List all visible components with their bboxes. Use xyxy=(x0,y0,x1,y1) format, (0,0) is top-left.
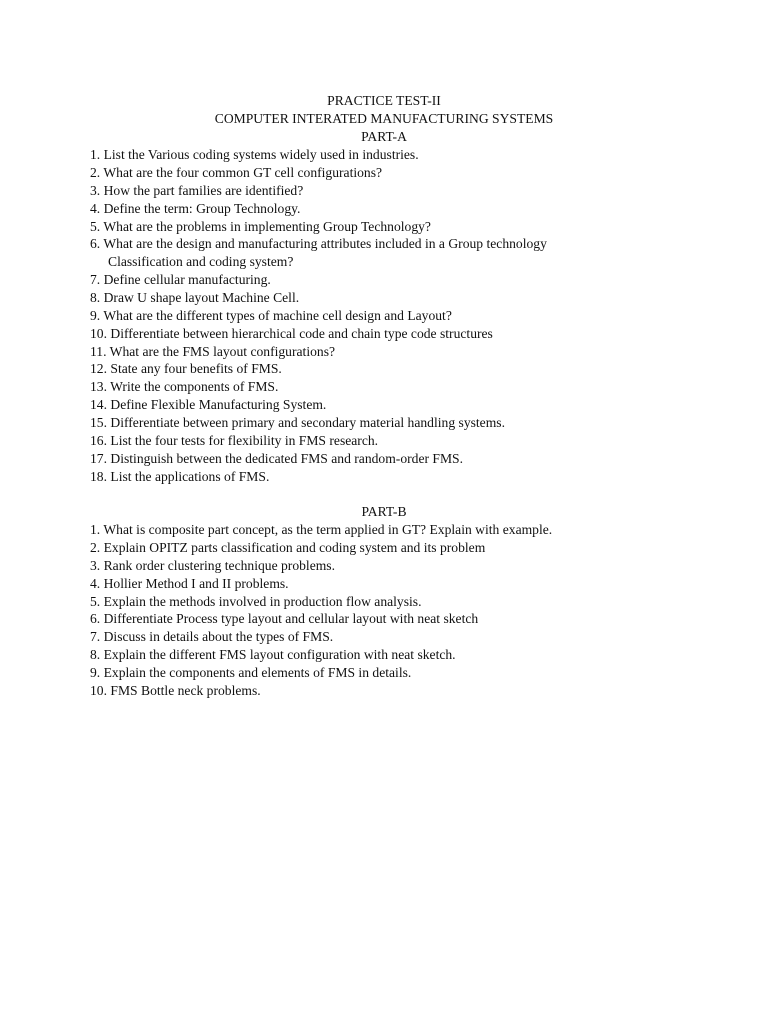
part-b-question: 8. Explain the different FMS layout configuration with neat sketch. xyxy=(90,647,456,662)
part-a-question: 9. What are the different types of machine cell design and Layout? xyxy=(90,308,452,323)
part-b-heading: PART-B xyxy=(361,504,407,519)
part-a-question: 10. Differentiate between hierarchical code and chain type code structures xyxy=(90,326,493,341)
part-b-question: 7. Discuss in details about the types of FMS. xyxy=(90,629,334,644)
part-b-question: 10. FMS Bottle neck problems. xyxy=(90,683,261,698)
part-a-question: 11. What are the FMS layout configurations? xyxy=(90,344,336,359)
part-b-question: 6. Differentiate Process type layout and cellular layout with neat sketch xyxy=(90,611,479,626)
part-a-question: 16. List the four tests for flexibility in FMS research. xyxy=(90,433,379,448)
part-b-question: 5. Explain the methods involved in production flow analysis. xyxy=(90,594,422,609)
part-a-question: 18. List the applications of FMS. xyxy=(90,469,270,484)
part-a-question: 8. Draw U shape layout Machine Cell. xyxy=(90,290,300,305)
part-a-question-continuation: Classification and coding system? xyxy=(108,254,294,269)
document-subtitle: COMPUTER INTERATED MANUFACTURING SYSTEMS xyxy=(214,111,554,126)
part-a-question: 4. Define the term: Group Technology. xyxy=(90,201,301,216)
part-b-question: 9. Explain the components and elements of FMS in details. xyxy=(90,665,412,680)
part-a-question: 15. Differentiate between primary and secondary material handling systems. xyxy=(90,415,505,430)
part-a-question: 12. State any four benefits of FMS. xyxy=(90,361,282,376)
part-a-question: 3. How the part families are identified? xyxy=(90,183,304,198)
part-a-question: 1. List the Various coding systems widely used in industries. xyxy=(90,147,419,162)
part-a-question: 2. What are the four common GT cell configurations? xyxy=(90,165,383,180)
part-a-heading: PART-A xyxy=(361,129,407,144)
part-b-question: 1. What is composite part concept, as the term applied in GT? Explain with example. xyxy=(90,522,553,537)
part-a-question: 7. Define cellular manufacturing. xyxy=(90,272,271,287)
part-a-question: 5. What are the problems in implementing Group Technology? xyxy=(90,219,431,234)
part-a-question: 6. What are the design and manufacturing attributes included in a Group technology xyxy=(90,236,547,251)
part-b-question: 4. Hollier Method I and II problems. xyxy=(90,576,289,591)
part-a-question: 13. Write the components of FMS. xyxy=(90,379,279,394)
part-a-question: 14. Define Flexible Manufacturing System. xyxy=(90,397,327,412)
document-title: PRACTICE TEST-II xyxy=(327,93,441,108)
part-a-question: 17. Distinguish between the dedicated FMS and random-order FMS. xyxy=(90,451,464,466)
part-b-question: 2. Explain OPITZ parts classification and coding system and its problem xyxy=(90,540,486,555)
part-b-question: 3. Rank order clustering technique problems. xyxy=(90,558,335,573)
